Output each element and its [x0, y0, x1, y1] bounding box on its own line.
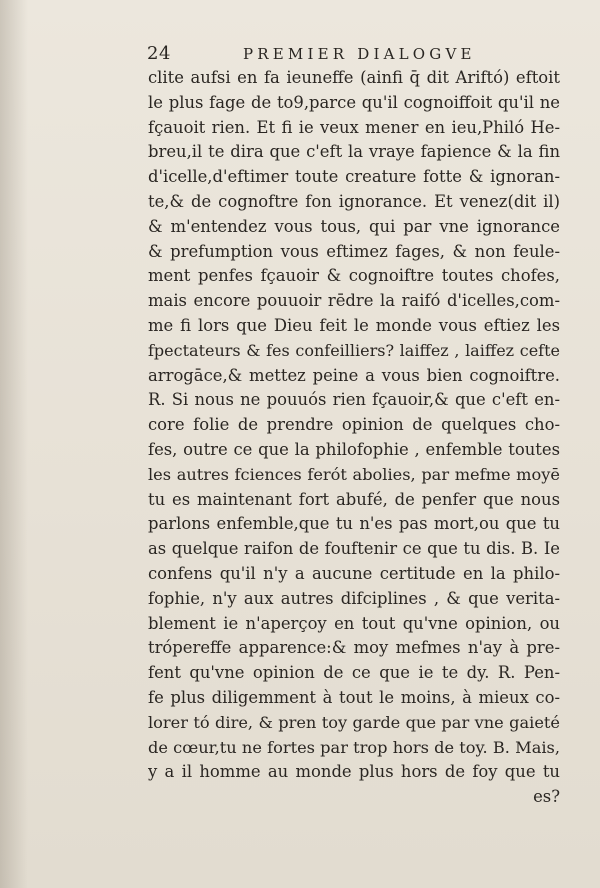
text-line: fes, outre ce que la philofophie , enfemble toutes: [148, 439, 560, 459]
text-line: trópereffe apparence:& moy mefmes n'ay à pre-: [148, 638, 560, 658]
text-line: as quelque raifon de fouftenir ce que tu dis. B. Ie: [148, 539, 560, 559]
text-line: me fi lors que Dieu feit le monde vous eftiez les: [148, 315, 560, 335]
text-line: tu es maintenant fort abufé, de penfer que nous: [148, 489, 560, 509]
text-line: le plus fage de to9,parce qu'il cognoiffoit qu'il ne: [148, 92, 560, 112]
text-line: y a il homme au monde plus hors de foy que tu: [148, 762, 560, 782]
page-number: 24: [147, 43, 171, 64]
text-line: d'icelle,d'eftimer toute creature fotte & ignoran-: [148, 167, 560, 187]
text-line: de cœur,tu ne fortes par trop hors de toy. B. Mais,: [148, 737, 560, 757]
text-line: mais encore pouuoir rēdre la raifó d'icelles,com-: [148, 291, 560, 311]
body-text: [148, 66, 560, 810]
catchword: es?: [533, 787, 560, 807]
text-line: fe plus diligemment à tout le moins, à mieux co-: [148, 687, 560, 707]
text-line: & prefumption vous eftimez fages, & non feule-: [148, 241, 560, 261]
text-line: ment penfes fçauoir & cognoiftre toutes chofes,: [148, 266, 560, 286]
text-line: te,& de cognoftre fon ignorance. Et venez(dit il): [148, 191, 560, 211]
running-head: [147, 42, 547, 66]
text-line: confens qu'il n'y a aucune certitude en la philo-: [148, 563, 560, 583]
running-title: PREMIER DIALOGVE: [243, 45, 476, 63]
text-line: breu,il te dira que c'eft la vraye fapience & la fin: [148, 142, 560, 162]
text-line: fophie, n'y aux autres difciplines , & que verita-: [148, 588, 560, 608]
text-line: parlons enfemble,que tu n'es pas mort,ou que tu: [148, 514, 560, 534]
text-line: arrogāce,& mettez peine a vous bien cognoiftre.: [148, 365, 560, 385]
text-line: R. Si nous ne pouuós rien fçauoir,& que c'eft en-: [148, 390, 560, 410]
text-line: core folie de prendre opinion de quelques cho-: [148, 415, 560, 435]
text-line: lorer tó dire, & pren toy garde que par vne gaieté: [148, 712, 560, 732]
text-line: clite aufsi en fa ieuneffe (ainfi q̄ dit Ariftó) eftoit: [148, 68, 560, 87]
text-line: fpectateurs & fes confeilliers? laiffez , laiffez cefte: [148, 340, 560, 360]
text-line: & m'entendez vous tous, qui par vne ignorance: [148, 216, 560, 236]
text-line: fent qu'vne opinion de ce que ie te dy. R. Pen-: [148, 663, 560, 683]
text-line: les autres fciences ferót abolies, par mefme moyē: [148, 464, 560, 484]
gutter-shadow: [0, 0, 28, 888]
text-line: fçauoit rien. Et fi ie veux mener en ieu,Philó He-: [148, 117, 560, 137]
text-line: blement ie n'aperçoy en tout qu'vne opinion, ou: [148, 613, 560, 633]
